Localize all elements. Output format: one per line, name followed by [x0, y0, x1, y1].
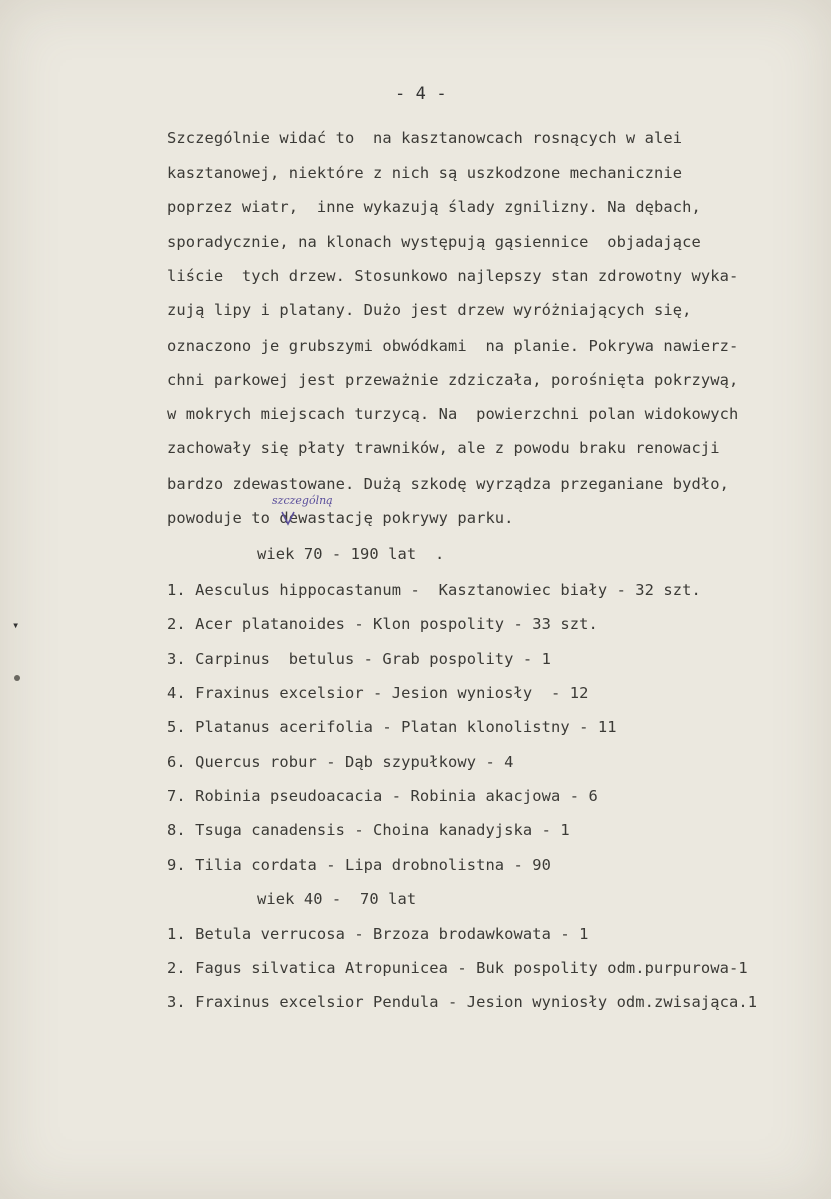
species-item: 2. Fagus silvatica Atropunicea - Buk pospolity odm.purpurowa-1	[167, 959, 748, 977]
paragraph-line: zują lipy i platany. Dużo jest drzew wyróżniających się,	[167, 301, 692, 319]
paragraph-line: zachowały się płaty trawników, ale z powodu braku renowacji	[167, 439, 720, 457]
punch-hole	[14, 675, 20, 681]
species-item: 9. Tilia cordata - Lipa drobnolistna - 90	[167, 856, 552, 874]
page-number: - 4 -	[395, 84, 447, 104]
group-heading: wiek 40 - 70 lat	[257, 890, 417, 908]
species-item: 8. Tsuga canadensis - Choina kanadyjska - 1	[167, 821, 570, 839]
paragraph-line: liście tych drzew. Stosunkowo najlepszy stan zdrowotny wyka-	[167, 267, 739, 285]
species-item: 5. Platanus acerifolia - Platan klonolistny - 11	[167, 718, 617, 736]
paragraph-line: oznaczono je grubszymi obwódkami na planie. Pokrywa nawierz-	[167, 337, 739, 355]
paragraph-line: bardzo zdewastowane. Dużą szkodę wyrządza przeganiane bydło,	[167, 475, 729, 493]
margin-mark: ▾	[12, 618, 20, 632]
species-item: 7. Robinia pseudoacacia - Robinia akacjowa - 6	[167, 787, 598, 805]
species-item: 4. Fraxinus excelsior - Jesion wyniosły - 12	[167, 684, 589, 702]
species-item: 2. Acer platanoides - Klon pospolity - 33 szt.	[167, 615, 598, 633]
insertion-caret-mark	[281, 510, 295, 526]
handwritten-insertion: szczególną	[272, 494, 333, 507]
paragraph-line: poprzez wiatr, inne wykazują ślady zgnilizny. Na dębach,	[167, 198, 701, 216]
group-heading: wiek 70 - 190 lat .	[257, 545, 445, 563]
paragraph-line: Szczególnie widać to na kasztanowcach rosnących w alei	[167, 129, 683, 147]
species-item: 3. Fraxinus excelsior Pendula - Jesion wyniosły odm.zwisająca.1	[167, 993, 758, 1011]
paragraph-line: chni parkowej jest przeważnie zdziczała, porośnięta pokrzywą,	[167, 371, 739, 389]
species-item: 3. Carpinus betulus - Grab pospolity - 1	[167, 650, 552, 668]
paragraph-line: kasztanowej, niektóre z nich są uszkodzone mechanicznie	[167, 164, 683, 182]
species-item: 1. Aesculus hippocastanum - Kasztanowiec biały - 32 szt.	[167, 581, 701, 599]
paragraph-line: powoduje to dewastację pokrywy parku.	[167, 509, 514, 527]
paragraph-line: w mokrych miejscach turzycą. Na powierzchni polan widokowych	[167, 405, 739, 423]
paragraph-line: sporadycznie, na klonach występują gąsiennice objadające	[167, 233, 701, 251]
species-item: 6. Quercus robur - Dąb szypułkowy - 4	[167, 753, 514, 771]
species-item: 1. Betula verrucosa - Brzoza brodawkowata - 1	[167, 925, 589, 943]
